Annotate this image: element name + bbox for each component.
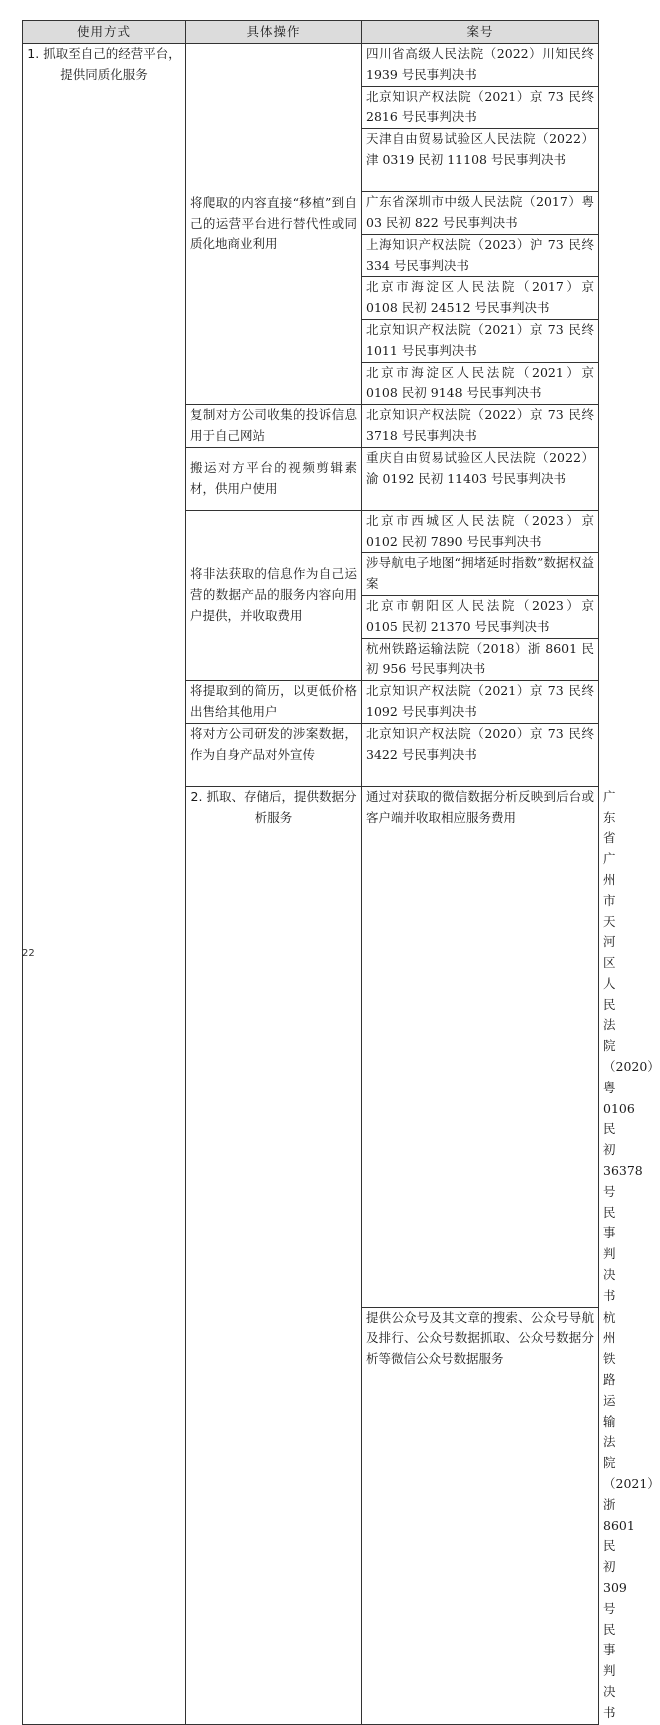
header-case: 案号	[362, 21, 599, 44]
case-cell: 杭州铁路运输法院（2018）浙 8601 民初 956 号民事判决书	[362, 638, 599, 681]
operation-cell: 搬运对方平台的视频剪辑素材，供用户使用	[186, 447, 362, 510]
case-cell: 北京市海淀区人民法院（2017）京 0108 民初 24512 号民事判决书	[362, 277, 599, 320]
usage-cell: 1. 抓取至自己的经营平台，提供同质化服务	[23, 44, 186, 1725]
operation-cell: 提供公众号及其文章的搜索、公众号导航及排行、公众号数据抓取、公众号数据分析等微信公众号数据服务	[362, 1307, 599, 1724]
header-row	[23, 21, 599, 44]
case-cell: 四川省高级人民法院（2022）川知民终 1939 号民事判决书	[362, 44, 599, 87]
case-cell: 北京知识产权法院（2020）京 73 民终 3422 号民事判决书	[362, 723, 599, 786]
case-cell: 北京市朝阳区人民法院（2023）京 0105 民初 21370 号民事判决书	[362, 595, 599, 638]
case-cell: 上海知识产权法院（2023）沪 73 民终 334 号民事判决书	[362, 234, 599, 277]
operation-cell: 复制对方公司收集的投诉信息用于自己网站	[186, 405, 362, 448]
case-cell: 北京市海淀区人民法院（2021）京 0108 民初 9148 号民事判决书	[362, 362, 599, 405]
case-cell: 广东省深圳市中级人民法院（2017）粤 03 民初 822 号民事判决书	[362, 192, 599, 235]
case-cell: 重庆自由贸易试验区人民法院（2022）渝 0192 民初 11403 号民事判决书	[362, 447, 599, 510]
operation-cell: 将提取到的简历，以更低价格出售给其他用户	[186, 681, 362, 724]
case-table: 使用方式 具体操作 案号 1. 抓取至自己的经营平台，提供同质化服务 将爬取的内容直接“移植”到自己的运营平台进行替代性或同质化地商业利用 四川省高级人民法院（2022）川知民终 1939 号民事判决书 北京知识产权法院（2021）京 73 民终 2816 号民事判决书 天津自由贸易试验区人民法院（2022）津 0319 民初 11108 号民事判决书 广东省深圳市中级人民法院（2017）粤 03 民初 822 号民事判决书 上海知识产权法院（2023）沪 73 民终 334 号民事判决书 北京市海淀区人民法院（2017）京 0108 民初 24512 号民事判决书 北京知识产权法院（2021）京 73 民终 1011 号民事判决书 北京市海淀区人民法院（2021）京 0108 民初 9148 号民事判决书 复制对方公司收集的投诉信息用于自己网站 北京知识产权法院（2022）京 73 民终 3718 号民事判决书 搬运对方平台的视频剪辑素材，供用户使用 重庆自由贸易试验区人民法院（2022）渝 0192 民初 11403 号民事判决书 将非法获取的信息作为自己运营的数据产品的服务内容向用户提供，并收取费用 北京市西城区人民法院（2023）京 0102 民初 7890 号民事判决书 涉导航电子地图“拥堵延时指数”数据权益案 北京市朝阳区人民法院（2023）京 0105 民初 21370 号民事判决书 杭州铁路运输法院（2018）浙 8601 民初 956 号民事判决书 将提取到的简历，以更低价格出售给其他用户 北京知识产权法院（2021）京 73 民终 1092 号民事判决书 将对方公司研发的涉案数据，作为自身产品对外宣传 北京知识产权法院（2020）京 73 民终 3422 号民事判决书 2. 抓取、存储后，提供数据分析服务 通过对获取的微信数据分析反映到后台或客户端并收取相应服务费用 广东省广州市天河区人民法院（2020）粤 0106 民初 36378 号民事判决书 提供公众号及其文章的搜索、公众号导航及排行、公众号数据抓取、公众号数据分析等微信公众号数据服务 杭州铁路运输法院（2021）浙 8601 民初 309 号民事判决书	[22, 20, 599, 1725]
header-operation: 具体操作	[186, 21, 362, 44]
operation-cell: 将对方公司研发的涉案数据，作为自身产品对外宣传	[186, 723, 362, 786]
case-cell: 北京知识产权法院（2021）京 73 民终 2816 号民事判决书	[362, 86, 599, 129]
operation-cell: 将爬取的内容直接“移植”到自己的运营平台进行替代性或同质化地商业利用	[186, 44, 362, 405]
case-cell: 北京知识产权法院（2021）京 73 民终 1011 号民事判决书	[362, 319, 599, 362]
case-cell: 天津自由贸易试验区人民法院（2022）津 0319 民初 11108 号民事判决书	[362, 129, 599, 192]
case-cell: 北京知识产权法院（2021）京 73 民终 1092 号民事判决书	[362, 681, 599, 724]
header-usage: 使用方式	[23, 21, 186, 44]
operation-cell: 将非法获取的信息作为自己运营的数据产品的服务内容向用户提供，并收取费用	[186, 510, 362, 680]
case-cell: 涉导航电子地图“拥堵延时指数”数据权益案	[362, 553, 599, 596]
case-cell: 北京市西城区人民法院（2023）京 0102 民初 7890 号民事判决书	[362, 510, 599, 553]
operation-cell: 通过对获取的微信数据分析反映到后台或客户端并收取相应服务费用	[362, 786, 599, 1307]
usage-cell: 2. 抓取、存储后，提供数据分析服务	[186, 786, 362, 1724]
case-cell: 北京知识产权法院（2022）京 73 民终 3718 号民事判决书	[362, 405, 599, 448]
page-number: 22	[22, 948, 35, 959]
